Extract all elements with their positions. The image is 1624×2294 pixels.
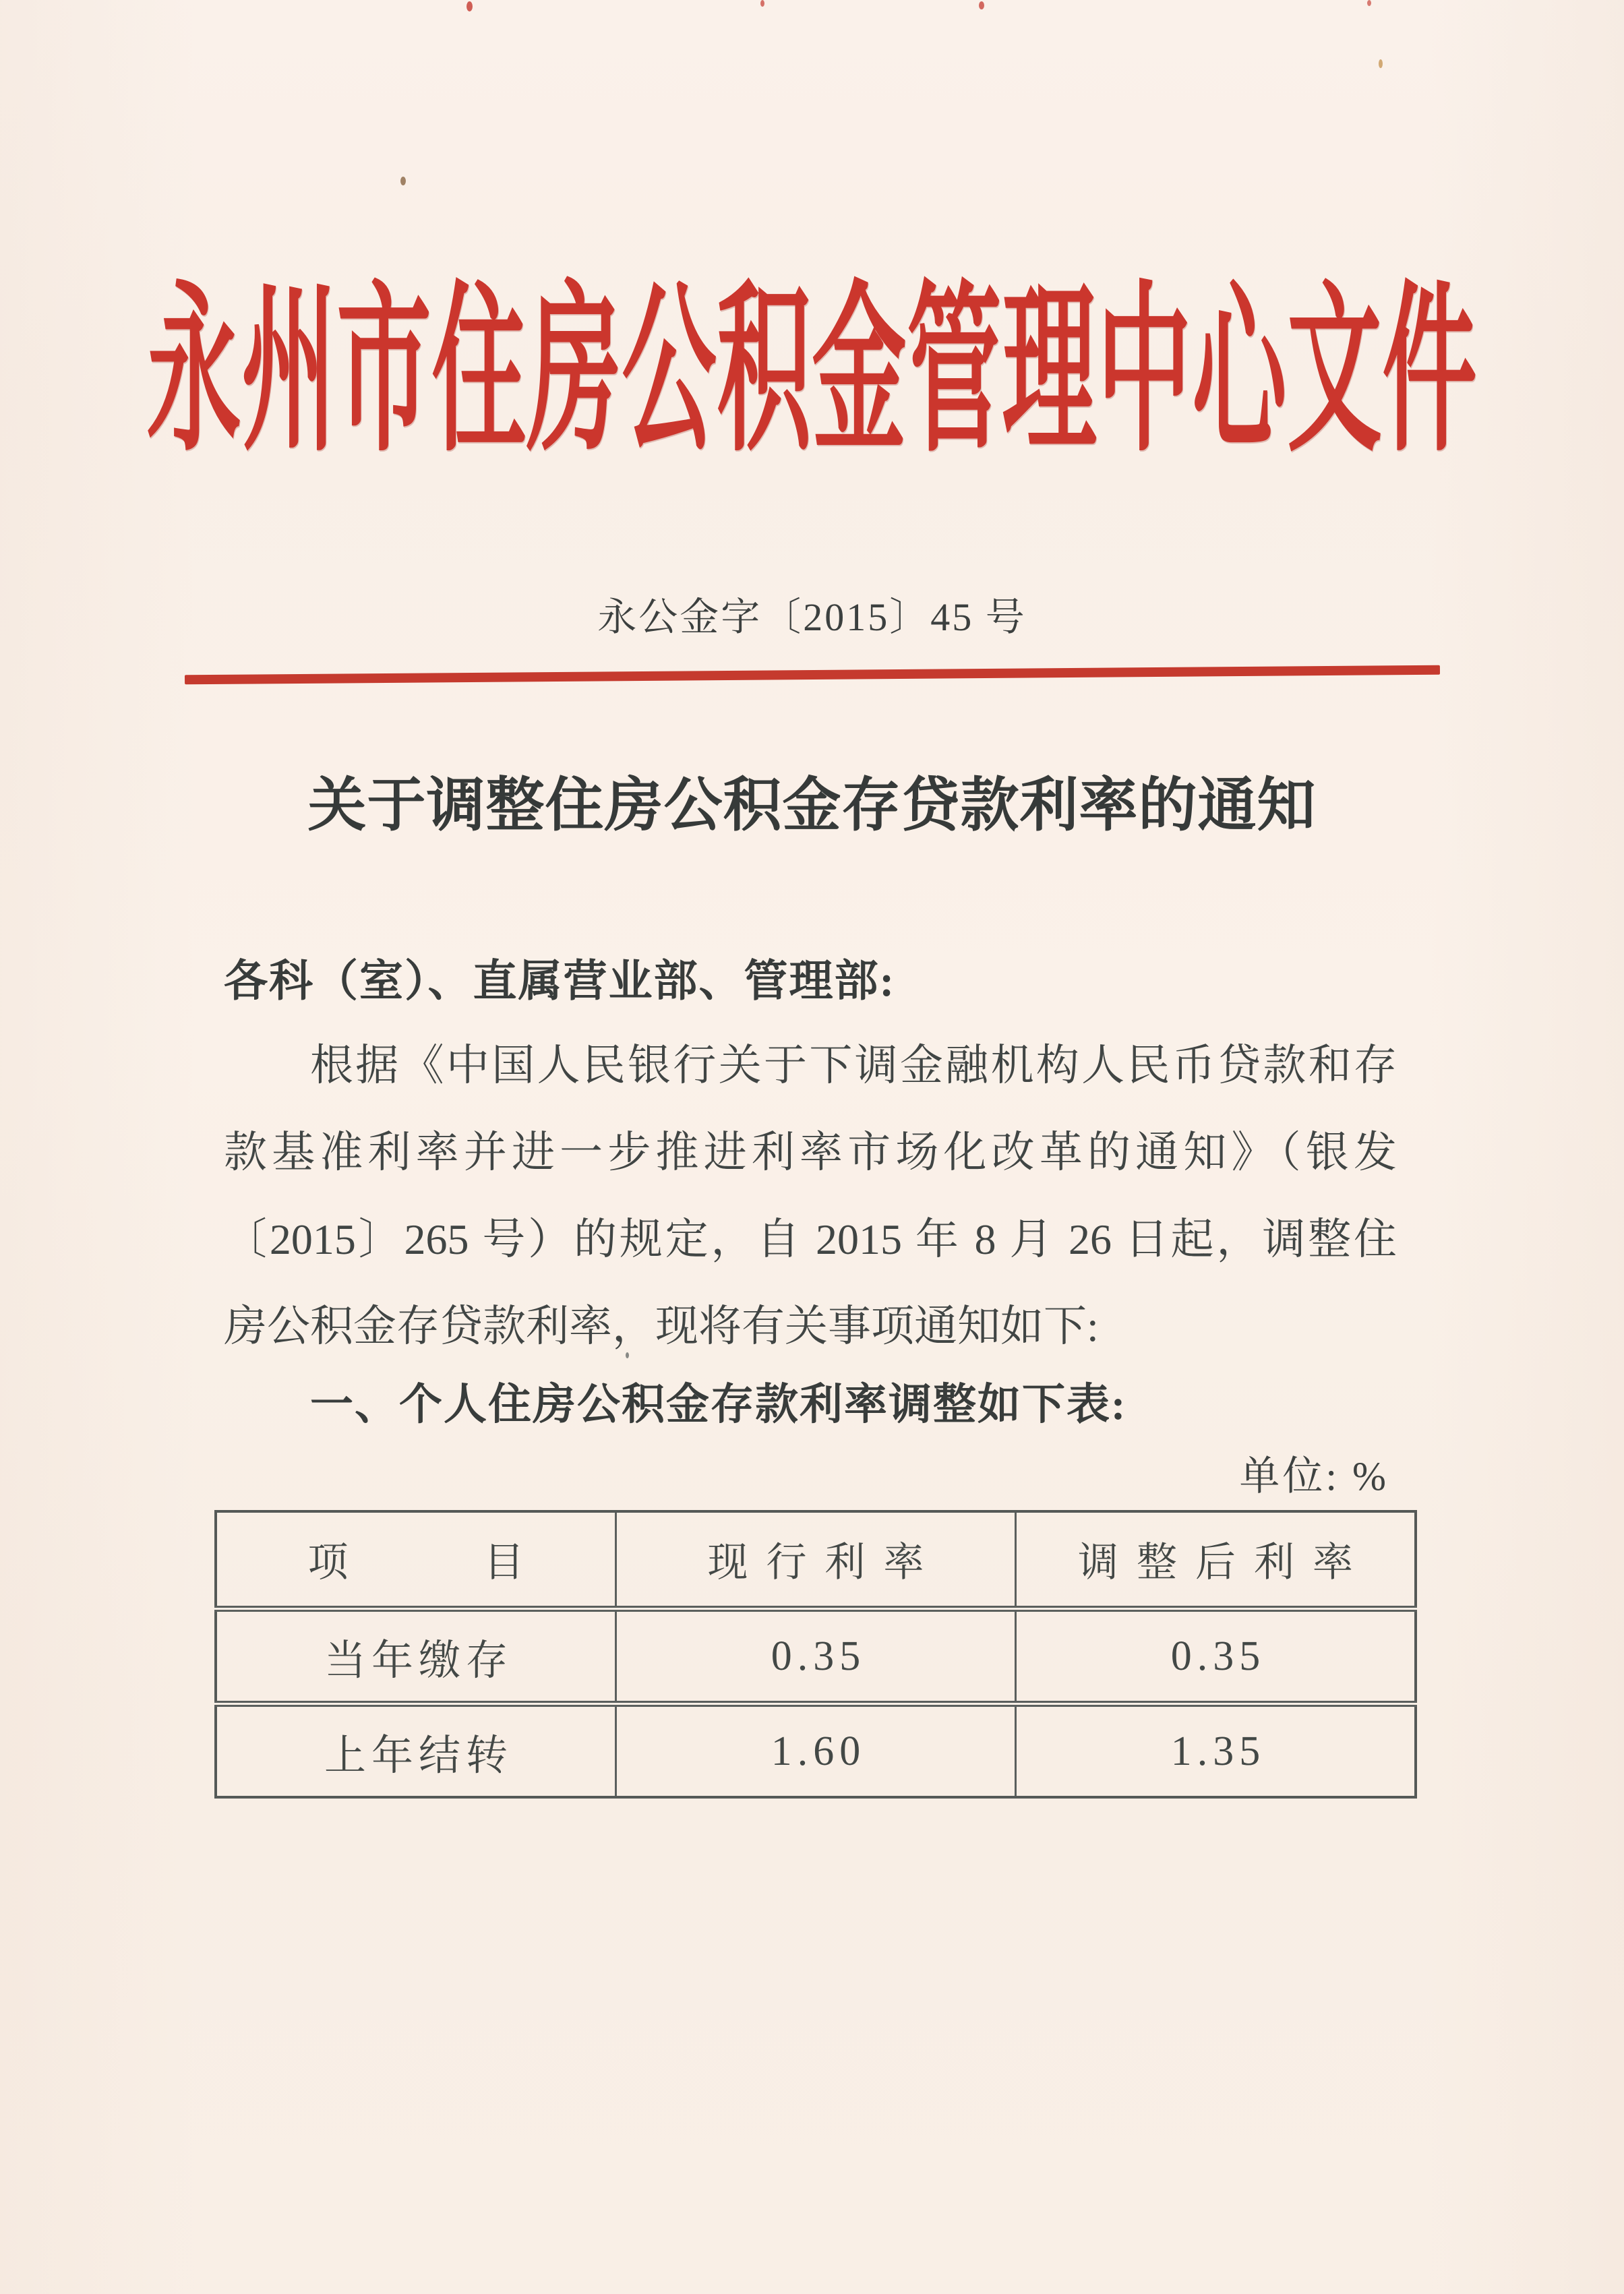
section-heading: 一、个人住房公积金存款利率调整如下表:	[310, 1381, 1127, 1428]
paragraph-line: 〔2015〕265 号）的规定，自 2015 年 8 月 26 日起，调整住	[224, 1215, 1397, 1263]
masthead	[0, 272, 1624, 474]
body-paragraph	[224, 1022, 1397, 1370]
document-title: 关于调整住房公积金存贷款利率的通知	[307, 773, 1317, 838]
table-header-row	[216, 1511, 1416, 1609]
table-row	[216, 1609, 1416, 1704]
table-header-item: 项 目	[216, 1511, 615, 1609]
paragraph-line: 款基准利率并进一步推进利率市场化改革的通知》（银发	[224, 1128, 1397, 1176]
paragraph-line: 房公积金存贷款利率，现将有关事项通知如下:	[224, 1302, 1099, 1350]
paragraph-line: 根据《中国人民银行关于下调金融机构人民币贷款和存	[310, 1042, 1397, 1089]
scan-speck	[760, 0, 764, 7]
doc-number: 永公金字〔2015〕45 号	[597, 595, 1027, 639]
table-cell-item: 当年缴存	[216, 1609, 615, 1704]
table-header-adjusted-rate: 调整后利率	[1015, 1511, 1416, 1609]
table-cell-adjusted-rate: 0.35	[1015, 1609, 1416, 1704]
scan-speck	[467, 1, 473, 11]
scan-speck	[1379, 59, 1383, 68]
scan-speck	[400, 177, 406, 185]
salutation: 各科（室）、直属营业部、管理部:	[224, 957, 896, 1006]
unit-label: 单位: %	[1239, 1454, 1389, 1499]
table-cell-current-rate: 0.35	[615, 1609, 1015, 1704]
rate-table	[214, 1510, 1417, 1799]
table-header-current-rate: 现行利率	[615, 1511, 1015, 1609]
table-cell-adjusted-rate: 1.35	[1015, 1704, 1416, 1798]
table-cell-current-rate: 1.60	[615, 1704, 1015, 1798]
red-divider-rule	[184, 665, 1439, 685]
masthead-title: 永州市住房公积金管理中心文件	[146, 272, 1478, 474]
scan-speck	[1367, 0, 1371, 6]
table-row	[216, 1704, 1416, 1798]
scan-speck	[979, 1, 984, 9]
table-cell-item: 上年结转	[324, 1732, 513, 1779]
